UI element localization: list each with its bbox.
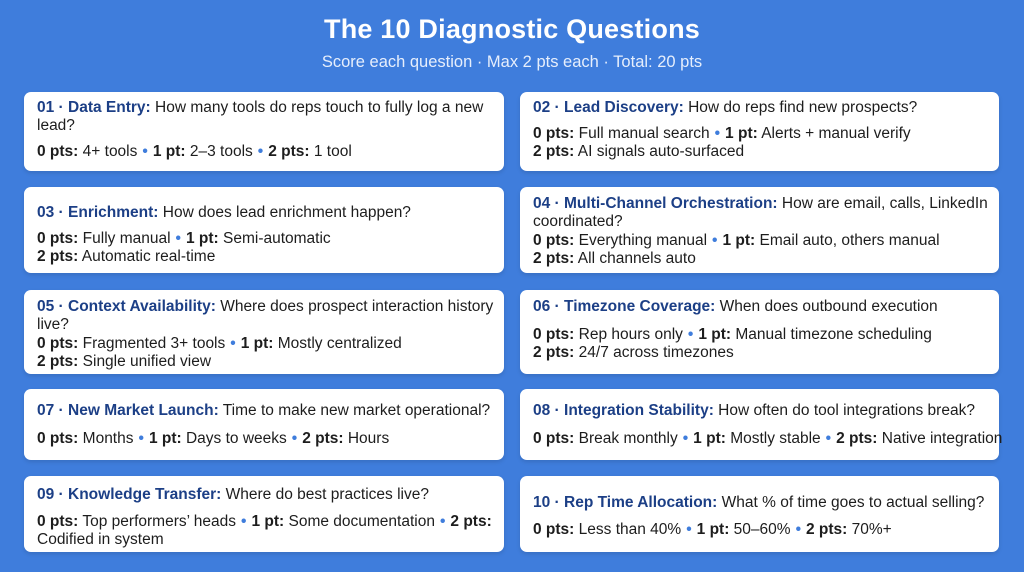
- score-label-0: 0 pts:: [533, 125, 575, 142]
- question-body: What % of time goes to actual selling?: [721, 494, 985, 511]
- separator-dot: •: [687, 326, 694, 343]
- score-label-1: 1 pt:: [698, 326, 732, 343]
- question-card-03: [24, 187, 504, 273]
- score-answer-1: Mostly centralized: [277, 335, 402, 352]
- question-number: 06 · Timezone Coverage:: [533, 298, 716, 315]
- question-number: 10 · Rep Time Allocation:: [533, 494, 718, 511]
- score-label-1: 1 pt:: [148, 430, 182, 447]
- score-line: [533, 125, 989, 161]
- separator-dot: •: [714, 125, 721, 142]
- score-label-1: 1 pt:: [725, 125, 758, 142]
- question-number: 03 · Enrichment:: [37, 204, 159, 221]
- question-number: 04 · Multi-Channel Orchestration:: [533, 195, 778, 212]
- score-label-1: 1 pt:: [696, 521, 730, 538]
- score-label-0: 0 pts:: [533, 430, 575, 447]
- score-label-2: 2 pts:: [533, 143, 575, 160]
- score-label-2: 2 pts:: [268, 143, 310, 160]
- question-body: How are email, calls, LinkedIn coordinated?: [533, 195, 988, 230]
- question-card-04: [520, 187, 999, 273]
- question-card-10: [520, 476, 999, 552]
- question-text: [533, 99, 989, 117]
- score-answer-2: Automatic real-time: [81, 248, 216, 265]
- score-label-2: 2 pts:: [302, 430, 344, 447]
- page-subtitle: Score each question · Max 2 pts each · Total: 20 pts: [321, 53, 703, 71]
- question-text: [37, 99, 494, 135]
- question-card-07: [24, 389, 504, 460]
- question-text: [533, 195, 989, 231]
- score-answer-0: Full manual search: [578, 125, 710, 142]
- score-label-1: 1 pt:: [240, 335, 274, 352]
- question-number: 01 · Data Entry:: [37, 99, 151, 116]
- separator-dot: •: [241, 513, 247, 530]
- score-line: [533, 430, 1003, 448]
- score-line: [533, 326, 989, 362]
- score-answer-1: Email auto, others manual: [759, 232, 940, 249]
- question-body: How does lead enrichment happen?: [162, 204, 411, 221]
- score-line: [37, 513, 494, 549]
- question-text: [533, 402, 989, 420]
- score-answer-0: 4+ tools: [82, 143, 138, 160]
- question-number: 02 · Lead Discovery:: [533, 99, 684, 116]
- score-answer-2: 70%+: [851, 521, 892, 538]
- question-text: [533, 494, 989, 512]
- score-label-1: 1 pt:: [251, 513, 285, 530]
- score-label-0: 0 pts:: [37, 513, 79, 530]
- score-label-0: 0 pts:: [37, 335, 79, 352]
- score-label-0: 0 pts:: [37, 230, 79, 247]
- score-line: [533, 521, 989, 539]
- score-answer-0: Top performers’ heads: [82, 513, 237, 530]
- question-body: How often do tool integrations break?: [718, 402, 975, 419]
- score-label-0: 0 pts:: [533, 521, 575, 538]
- question-card-06: [520, 290, 999, 374]
- question-card-08: [520, 389, 1003, 460]
- score-label-2: 2 pts:: [37, 353, 79, 370]
- score-answer-0: Break monthly: [578, 430, 678, 447]
- separator-dot: •: [175, 230, 181, 247]
- question-text: [37, 486, 494, 504]
- score-answer-0: Fragmented 3+ tools: [82, 335, 226, 352]
- score-label-2: 2 pts:: [533, 344, 575, 361]
- separator-dot: •: [682, 430, 689, 447]
- question-text: [37, 402, 494, 420]
- score-answer-1: Mostly stable: [730, 430, 821, 447]
- score-label-0: 0 pts:: [37, 430, 79, 447]
- score-answer-1: Alerts + manual verify: [761, 125, 911, 142]
- separator-dot: •: [825, 430, 832, 447]
- question-body: Where do best practices live?: [225, 486, 429, 503]
- score-answer-2: Single unified view: [82, 353, 212, 370]
- score-answer-1: Semi-automatic: [223, 230, 331, 247]
- score-answer-0: Everything manual: [578, 232, 708, 249]
- separator-dot: •: [142, 143, 148, 160]
- question-body: Time to make new market operational?: [222, 402, 491, 419]
- score-answer-1: 2–3 tools: [189, 143, 253, 160]
- score-label-0: 0 pts:: [533, 326, 575, 343]
- question-body: How many tools do reps touch to fully log a new lead?: [37, 99, 484, 134]
- score-label-2: 2 pts:: [533, 250, 575, 267]
- score-label-2: 2 pts:: [450, 513, 492, 530]
- score-answer-2: 24/7 across timezones: [578, 344, 734, 361]
- score-label-2: 2 pts:: [37, 248, 79, 265]
- separator-dot: •: [138, 430, 144, 447]
- score-label-0: 0 pts:: [37, 143, 79, 160]
- question-card-02: [520, 92, 999, 171]
- question-card-01: [24, 92, 504, 171]
- header: [0, 14, 1024, 72]
- score-line: [37, 430, 494, 448]
- score-label-1: 1 pt:: [152, 143, 186, 160]
- score-line: [37, 335, 494, 371]
- score-label-1: 1 pt:: [722, 232, 756, 249]
- score-line: [533, 232, 989, 268]
- question-body: When does outbound execution: [719, 298, 938, 315]
- score-answer-2: All channels auto: [577, 250, 696, 267]
- score-answer-1: Days to weeks: [185, 430, 287, 447]
- score-answer-2: Codified in system: [37, 531, 164, 548]
- score-answer-2: Native integration: [881, 430, 1003, 447]
- separator-dot: •: [257, 143, 264, 160]
- question-card-05: [24, 290, 504, 374]
- score-line: [37, 143, 494, 161]
- question-text: [37, 298, 494, 334]
- score-answer-0: Rep hours only: [578, 326, 683, 343]
- question-text: [533, 298, 989, 316]
- question-number: 05 · Context Availability:: [37, 298, 216, 315]
- score-answer-0: Fully manual: [82, 230, 171, 247]
- score-answer-2: 1 tool: [313, 143, 352, 160]
- question-text: [37, 204, 494, 222]
- question-number: 09 · Knowledge Transfer:: [37, 486, 222, 503]
- separator-dot: •: [712, 232, 718, 249]
- score-label-1: 1 pt:: [693, 430, 726, 447]
- score-label-1: 1 pt:: [185, 230, 219, 247]
- question-body: How do reps find new prospects?: [688, 99, 918, 116]
- separator-dot: •: [230, 335, 236, 352]
- separator-dot: •: [439, 513, 446, 530]
- question-card-09: [24, 476, 504, 552]
- question-number: 07 · New Market Launch:: [37, 402, 219, 419]
- score-line: [37, 230, 494, 266]
- separator-dot: •: [291, 430, 298, 447]
- score-answer-2: Hours: [347, 430, 390, 447]
- score-answer-2: AI signals auto-surfaced: [577, 143, 745, 160]
- score-answer-0: Months: [82, 430, 134, 447]
- score-label-2: 2 pts:: [806, 521, 848, 538]
- score-label-2: 2 pts:: [836, 430, 878, 447]
- page-title: The 10 Diagnostic Questions: [324, 14, 700, 44]
- question-number: 08 · Integration Stability:: [533, 402, 714, 419]
- score-label-0: 0 pts:: [533, 232, 575, 249]
- score-answer-0: Less than 40%: [578, 521, 682, 538]
- separator-dot: •: [686, 521, 692, 538]
- score-answer-1: Manual timezone scheduling: [735, 326, 932, 343]
- score-answer-1: 50–60%: [733, 521, 791, 538]
- question-body: Where does prospect interaction history live?: [37, 298, 494, 333]
- score-answer-1: Some documentation: [288, 513, 435, 530]
- separator-dot: •: [795, 521, 801, 538]
